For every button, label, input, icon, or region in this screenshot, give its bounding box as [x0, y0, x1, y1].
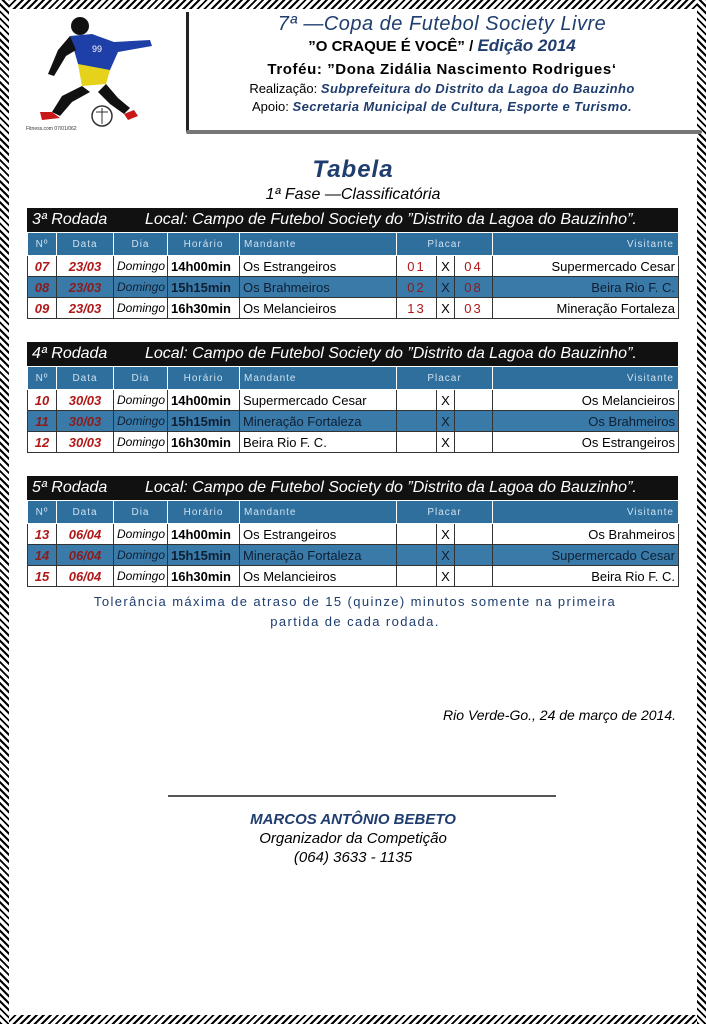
table-row	[28, 432, 679, 453]
game-day: Domingo	[114, 524, 168, 545]
header-text	[192, 12, 692, 114]
home-score	[397, 432, 437, 453]
round-location: Local: Campo de Futebol Society do ”Distrito da Lagoa do Bauzinho”.	[145, 345, 637, 362]
round-block	[27, 208, 678, 319]
round-block	[27, 342, 678, 453]
home-score	[397, 545, 437, 566]
column-header: Horário	[168, 501, 240, 524]
round-header	[27, 342, 678, 366]
column-header: Visitante	[493, 233, 679, 256]
round-block	[27, 476, 678, 587]
game-date: 06/04	[57, 524, 114, 545]
table-header-row	[28, 501, 679, 524]
column-header: Placar	[397, 501, 493, 524]
away-score	[455, 566, 493, 587]
home-score	[397, 390, 437, 411]
border-right	[697, 0, 706, 1024]
round-location: Local: Campo de Futebol Society do ”Distrito da Lagoa do Bauzinho”.	[145, 211, 637, 228]
away-score	[455, 411, 493, 432]
game-day: Domingo	[114, 566, 168, 587]
score-separator: X	[437, 432, 455, 453]
game-date: 30/03	[57, 432, 114, 453]
table-row	[28, 545, 679, 566]
game-time: 16h30min	[168, 432, 240, 453]
game-number: 13	[28, 524, 57, 545]
away-score	[455, 432, 493, 453]
home-score	[397, 566, 437, 587]
column-header: Mandante	[240, 367, 397, 390]
home-score: 13	[397, 298, 437, 319]
home-team: Mineração Fortaleza	[240, 545, 397, 566]
table-row	[28, 298, 679, 319]
score-separator: X	[437, 298, 455, 319]
table-row	[28, 277, 679, 298]
away-team: Mineração Fortaleza	[493, 298, 679, 319]
away-score: 03	[455, 298, 493, 319]
place-date: Rio Verde-Go., 24 de março de 2014.	[443, 707, 676, 723]
round-header	[27, 476, 678, 500]
table-header-row	[28, 233, 679, 256]
game-time: 15h15min	[168, 411, 240, 432]
away-score: 04	[455, 256, 493, 277]
game-day: Domingo	[114, 277, 168, 298]
home-team: Supermercado Cesar	[240, 390, 397, 411]
home-team: Os Brahmeiros	[240, 277, 397, 298]
table-row	[28, 390, 679, 411]
game-time: 15h15min	[168, 545, 240, 566]
away-team: Os Brahmeiros	[493, 524, 679, 545]
game-number: 15	[28, 566, 57, 587]
column-header: Data	[57, 501, 114, 524]
border-top	[0, 0, 706, 9]
score-separator: X	[437, 545, 455, 566]
signer-role: Organizador da Competição	[259, 830, 447, 847]
signer-phone: (064) 3633 - 1135	[293, 849, 413, 866]
game-number: 12	[28, 432, 57, 453]
round-name: 4ª Rodada	[32, 345, 108, 362]
tolerance-note: Tolerância máxima de atraso de 15 (quinze) minutos somente na primeira partida de cada rodada.	[93, 594, 617, 629]
column-header: Placar	[397, 233, 493, 256]
away-score	[455, 524, 493, 545]
home-team: Os Melancieiros	[240, 566, 397, 587]
game-number: 10	[28, 390, 57, 411]
score-separator: X	[437, 566, 455, 587]
game-date: 23/03	[57, 298, 114, 319]
signature-line	[168, 795, 556, 797]
away-score: 08	[455, 277, 493, 298]
game-number: 07	[28, 256, 57, 277]
game-time: 16h30min	[168, 566, 240, 587]
score-separator: X	[437, 524, 455, 545]
table-row	[28, 256, 679, 277]
game-date: 06/04	[57, 566, 114, 587]
column-header: Mandante	[240, 501, 397, 524]
column-header: Horário	[168, 367, 240, 390]
round-location: Local: Campo de Futebol Society do ”Distrito da Lagoa do Bauzinho”.	[145, 479, 637, 496]
away-team: Os Melancieiros	[493, 390, 679, 411]
table-header-row	[28, 367, 679, 390]
header-divider	[186, 12, 189, 132]
column-header: Horário	[168, 233, 240, 256]
column-header: Dia	[114, 233, 168, 256]
game-date: 23/03	[57, 256, 114, 277]
round-name: 5ª Rodada	[32, 479, 108, 496]
page-title: Tabela	[312, 156, 394, 183]
table-row	[28, 566, 679, 587]
column-header: Dia	[114, 367, 168, 390]
cup-title: 7ª —Copa de Futebol Society Livre	[277, 13, 607, 35]
column-header: Mandante	[240, 233, 397, 256]
game-day: Domingo	[114, 390, 168, 411]
home-score: 02	[397, 277, 437, 298]
game-number: 11	[28, 411, 57, 432]
soccer-player-logo	[22, 12, 172, 132]
column-header: Nº	[28, 501, 57, 524]
svg-text:Fitness.com 07/01/062: Fitness.com 07/01/062	[26, 126, 77, 132]
document-header	[16, 12, 690, 134]
signer-name: MARCOS ANTÔNIO BEBETO	[250, 811, 456, 828]
support-line: Apoio: Secretaria Municipal de Cultura, Esporte e Turismo.	[252, 99, 632, 114]
game-date: 06/04	[57, 545, 114, 566]
home-team: Os Estrangeiros	[240, 524, 397, 545]
column-header: Nº	[28, 233, 57, 256]
home-score: 01	[397, 256, 437, 277]
border-bottom	[0, 1015, 706, 1024]
table-row	[28, 411, 679, 432]
column-header: Dia	[114, 501, 168, 524]
game-time: 14h00min	[168, 390, 240, 411]
table-row	[28, 524, 679, 545]
away-team: Beira Rio F. C.	[493, 277, 679, 298]
games-table	[27, 366, 679, 453]
game-day: Domingo	[114, 298, 168, 319]
round-header	[27, 208, 678, 232]
header-underline	[186, 130, 702, 134]
game-day: Domingo	[114, 256, 168, 277]
game-time: 14h00min	[168, 256, 240, 277]
games-table	[27, 500, 679, 587]
games-table	[27, 232, 679, 319]
cup-edition: ”O CRAQUE É VOCÊ” / Edição 2014	[308, 36, 576, 55]
home-score	[397, 411, 437, 432]
away-score	[455, 390, 493, 411]
game-number: 08	[28, 277, 57, 298]
signature-block	[0, 810, 706, 867]
border-left	[0, 0, 9, 1024]
game-date: 30/03	[57, 390, 114, 411]
score-separator: X	[437, 277, 455, 298]
game-time: 15h15min	[168, 277, 240, 298]
game-date: 30/03	[57, 411, 114, 432]
home-team: Os Melancieiros	[240, 298, 397, 319]
home-team: Os Estrangeiros	[240, 256, 397, 277]
game-time: 16h30min	[168, 298, 240, 319]
page-subtitle: 1ª Fase —Classificatória	[265, 186, 441, 203]
column-header: Nº	[28, 367, 57, 390]
game-number: 14	[28, 545, 57, 566]
score-separator: X	[437, 411, 455, 432]
away-team: Supermercado Cesar	[493, 256, 679, 277]
svg-text:99: 99	[92, 44, 103, 54]
away-score	[455, 545, 493, 566]
score-separator: X	[437, 390, 455, 411]
game-time: 14h00min	[168, 524, 240, 545]
home-team: Beira Rio F. C.	[240, 432, 397, 453]
round-name: 3ª Rodada	[32, 211, 108, 228]
trophy-name: Troféu: ”Dona Zidália Nascimento Rodrigues‘	[267, 61, 617, 78]
game-day: Domingo	[114, 432, 168, 453]
game-day: Domingo	[114, 411, 168, 432]
column-header: Data	[57, 367, 114, 390]
away-team: Os Brahmeiros	[493, 411, 679, 432]
column-header: Visitante	[493, 501, 679, 524]
game-number: 09	[28, 298, 57, 319]
column-header: Placar	[397, 367, 493, 390]
home-team: Mineração Fortaleza	[240, 411, 397, 432]
organizer-line: Realização: Subprefeitura do Distrito da Lagoa do Bauzinho	[249, 81, 635, 96]
home-score	[397, 524, 437, 545]
away-team: Supermercado Cesar	[493, 545, 679, 566]
column-header: Visitante	[493, 367, 679, 390]
column-header: Data	[57, 233, 114, 256]
game-date: 23/03	[57, 277, 114, 298]
score-separator: X	[437, 256, 455, 277]
away-team: Os Estrangeiros	[493, 432, 679, 453]
away-team: Beira Rio F. C.	[493, 566, 679, 587]
game-day: Domingo	[114, 545, 168, 566]
